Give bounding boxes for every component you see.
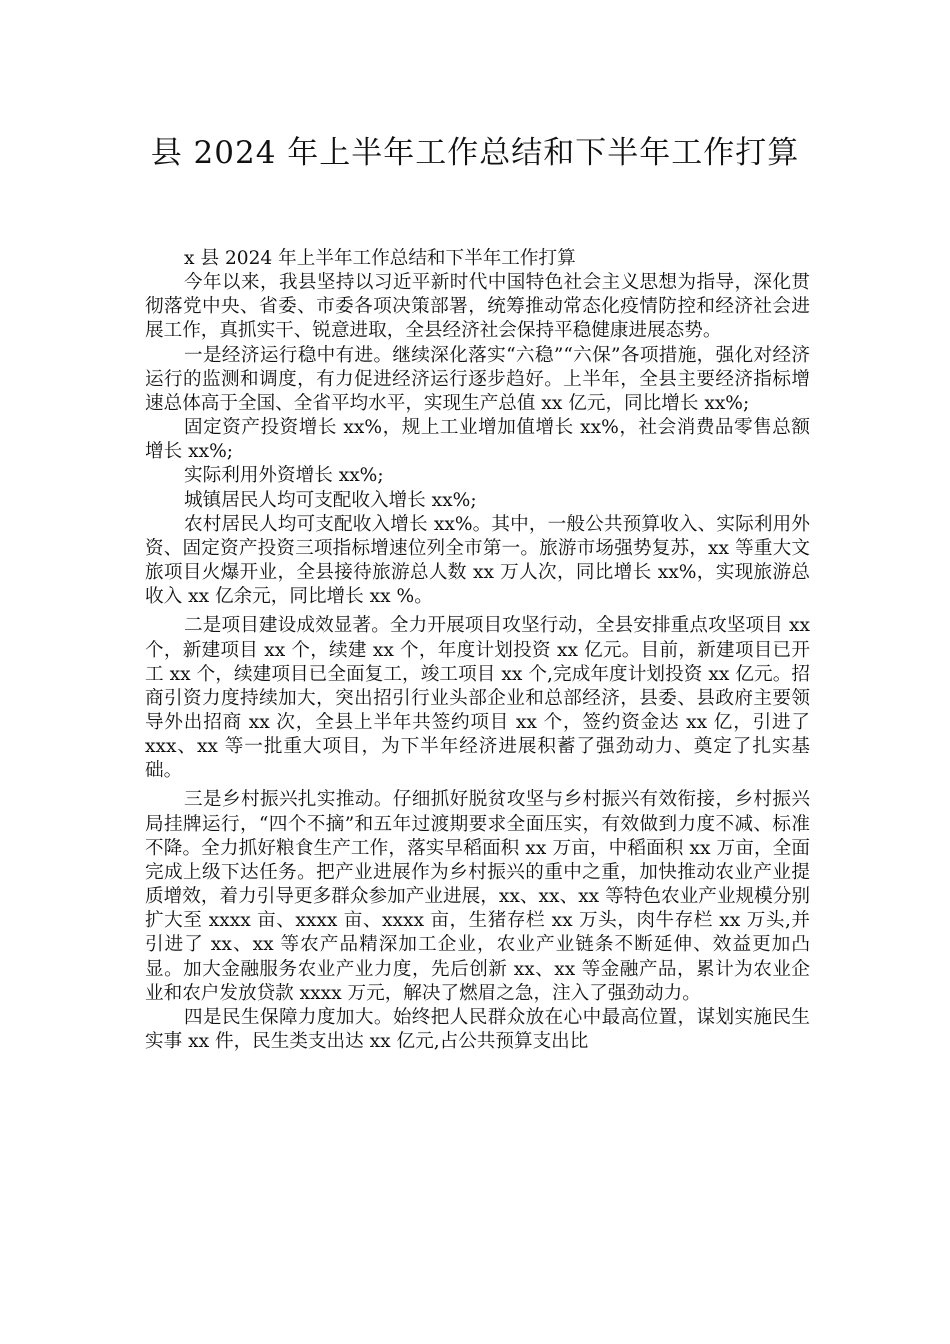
document-title: 县 2024 年上半年工作总结和下半年工作打算	[150, 135, 800, 171]
paragraph-foreign-capital: 实际利用外资增长 xx%;	[184, 465, 384, 487]
paragraph-intro: 今年以来，我县坚持以习近平新时代中国特色社会主义思想为指导，深化贯彻落党中央、省委、市委各项决策部署，统筹推动常态化疫情防控和经济社会进展工作，真抓实干、锐意进取，全县经济社会保持平稳健康进展态势。	[145, 272, 810, 342]
paragraph-urban-income: 城镇居民人均可支配收入增长 xx%;	[184, 489, 477, 511]
paragraph-subtitle: x 县 2024 年上半年工作总结和下半年工作打算	[184, 248, 576, 269]
paragraph-rural-revitalization: 三是乡村振兴扎实推动。仔细抓好脱贫攻坚与乡村振兴有效衔接，乡村振兴局挂牌运行，“四个不摘”和五年过渡期要求全面压实，有效做到力度不减、标准不降。全力抓好粮食生产工作，落实早稻面积 xx 万亩，中稻面积 xx 万亩，全面完成上级下达任务。把产业进展作为乡村振兴的重中之重，加快推动农业产业提质增效，着力引导更多群众参加产业进展，xx、xx、xx 等特色农业产业规模分别扩大至 xxxx 亩、xxxx 亩、xxxx 亩，生猪存栏 xx 万头，肉牛存栏 xx 万头,并引进了 xx、xx 等农产品精深加工企业，农业产业链条不断延伸、效益更加凸显。加大金融服务农业产业力度，先后创新 xx、xx 等金融产品，累计为农业企业和农户发放贷款 xxxx 万元，解决了燃眉之急，注入了强劲动力。	[145, 789, 810, 1004]
paragraph-livelihood: 四是民生保障力度加大。始终把人民群众放在心中最高位置，谋划实施民生实事 xx 件，民生类支出达 xx 亿元,占公共预算支出比	[145, 1006, 810, 1052]
paragraph-economy: 一是经济运行稳中有进。继续深化落实“六稳”“六保”各项措施，强化对经济运行的监测和调度，有力促进经济运行逐步趋好。上半年，全县主要经济指标增速总体高于全国、全省平均水平，实现生产总值 xx 亿元，同比增长 xx%;	[145, 344, 810, 414]
paragraph-projects: 二是项目建设成效显著。全力开展项目攻坚行动，全县安排重点攻坚项目 xx 个，新建项目 xx 个，续建 xx 个，年度计划投资 xx 亿元。目前，新建项目已开工 xx 个，续建项目已全面复工，竣工项目 xx 个,完成年度计划投资 xx 亿元。招商引资力度持续加大，突出招引行业头部企业和总部经济，县委、县政府主要领导外出招商 xx 次，全县上半年共签约项目 xx 个，签约资金达 xx 亿，引进了 xxx、xx 等一批重大项目，为下半年经济进展积蓄了强劲动力、奠定了扎实基础。	[145, 615, 810, 782]
document-body	[145, 247, 810, 1054]
paragraph-rural-income: 农村居民人均可支配收入增长 xx%。其中，一般公共预算收入、实际利用外资、固定资产投资三项指标增速位列全市第一。旅游市场强势复苏，xx 等重大文旅项目火爆开业，全县接待旅游总人数 xx 万人次，同比增长 xx%，实现旅游总收入 xx 亿余元，同比增长 xx %。	[145, 513, 810, 608]
paragraph-investment: 固定资产投资增长 xx%，规上工业增加值增长 xx%，社会消费品零售总额增长 xx%;	[145, 417, 810, 463]
